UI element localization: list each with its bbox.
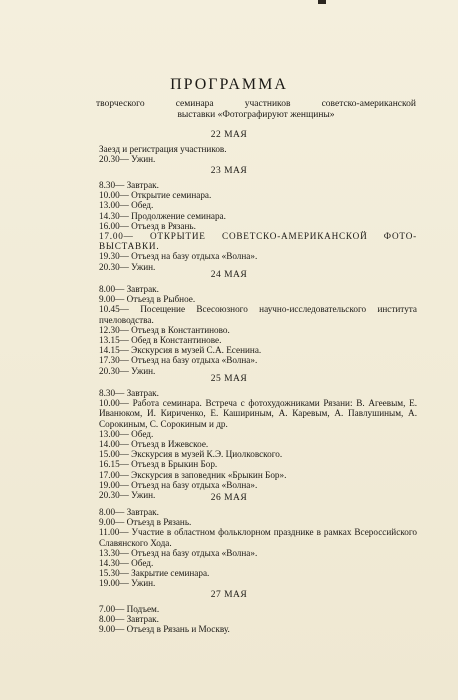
entry-text: Ужин. <box>131 154 156 165</box>
entry-time: 19.30— <box>99 251 129 262</box>
day-block <box>0 130 458 164</box>
entry-text: Отъезд на базу отдыха «Волна». <box>131 547 258 558</box>
entry-time: 13.00— <box>99 200 129 211</box>
entry-time: 19.00— <box>99 578 129 589</box>
day-title: 23 МАЯ <box>210 166 248 176</box>
subtitle-word: творческого <box>96 99 145 109</box>
entry-text: Участие в областном фольклорном празднике в рамках Всероссийского Славянского Хода. <box>99 527 418 548</box>
schedule-entry <box>99 345 417 355</box>
entry-text: Ужин. <box>131 490 156 501</box>
schedule-entry <box>99 335 417 345</box>
schedule-entry <box>99 325 417 335</box>
day-title: 27 МАЯ <box>210 590 248 600</box>
schedule-entry <box>99 614 417 624</box>
entry-text: Обед. <box>131 428 154 439</box>
schedule-entry <box>99 231 417 251</box>
schedule-entry <box>99 624 417 634</box>
document-title: ПРОГРАММА <box>170 76 288 93</box>
document-subtitle <box>96 99 416 121</box>
subtitle-word: семинара <box>175 99 214 109</box>
entry-time: 17.00— <box>99 469 129 480</box>
entry-time: 8.00— <box>99 284 125 294</box>
schedule-entry <box>99 439 417 449</box>
subtitle-word: советско-американской <box>321 99 416 109</box>
entry-text: Отъезд на базу отдыха «Волна». <box>131 251 258 262</box>
entry-time: 16.15— <box>99 459 129 470</box>
entry-time: 12.30— <box>99 324 129 335</box>
entry-time: 8.30— <box>99 180 125 190</box>
schedule-entry <box>99 388 417 398</box>
entry-text: Заезд и регистрация участников. <box>99 144 227 154</box>
schedule-entry <box>99 294 417 304</box>
entry-time: 15.00— <box>99 449 129 460</box>
entry-time: 10.00— <box>99 190 129 201</box>
entry-time: 11.00— <box>99 527 129 538</box>
entry-time: 15.30— <box>99 568 129 579</box>
print-mark <box>318 0 326 4</box>
entry-text: Завтрак. <box>126 180 159 190</box>
day-block <box>0 493 458 589</box>
schedule-entry <box>99 180 417 190</box>
entry-time: 20.30— <box>99 490 129 501</box>
entry-time: 10.00— <box>99 398 129 409</box>
schedule-entry <box>99 144 417 154</box>
schedule-entry <box>99 211 417 221</box>
schedule-entry <box>99 355 417 365</box>
entry-time: 10.45— <box>99 304 129 315</box>
schedule-entry <box>99 517 417 527</box>
entry-text: Отъезд в Рязань и Москву. <box>126 624 230 635</box>
schedule-entry <box>99 578 417 588</box>
entry-time: 7.00— <box>99 604 125 614</box>
entry-time: 20.30— <box>99 261 129 272</box>
entry-time: 9.00— <box>99 624 125 635</box>
entry-time: 9.00— <box>99 294 125 305</box>
entry-time: 17.30— <box>99 355 129 366</box>
entry-text: Посещение Всесоюзного научно-исследовательского института пчеловодства. <box>99 304 418 325</box>
schedule-entry <box>99 507 417 517</box>
entry-time: 14.15— <box>99 345 129 356</box>
subtitle-word: участников <box>244 99 291 109</box>
schedule-entry <box>99 154 417 164</box>
schedule-entry <box>99 429 417 439</box>
schedule-entry <box>99 568 417 578</box>
entry-text: Обед. <box>131 200 154 211</box>
entry-time: 13.15— <box>99 335 129 346</box>
entry-text: Обед в Константинове. <box>131 335 222 346</box>
entry-time: 8.30— <box>99 388 125 398</box>
entry-time: 8.00— <box>99 507 125 517</box>
schedule-entry <box>99 251 417 261</box>
entry-time: 13.00— <box>99 428 129 439</box>
entry-text: Завтрак. <box>126 614 159 625</box>
schedule-entry <box>99 284 417 294</box>
entry-text: Обед. <box>131 558 154 569</box>
day-block <box>0 590 458 635</box>
subtitle-line-1 <box>96 99 416 110</box>
entry-text: Завтрак. <box>126 507 159 517</box>
schedule-entry <box>99 548 417 558</box>
entry-text: Завтрак. <box>126 284 159 294</box>
day-title: 25 МАЯ <box>210 374 248 384</box>
entry-text: ОТКРЫТИЕ СОВЕТСКО-АМЕРИКАНСКОЙ ФОТО-ВЫСТАВКИ. <box>99 231 417 252</box>
entry-text: Отъезд в Брыкин Бор. <box>131 459 218 470</box>
schedule-entry <box>99 200 417 210</box>
entry-text: Отъезд в Константиново. <box>131 324 230 335</box>
entry-time: 14.30— <box>99 210 129 221</box>
schedule-entry <box>99 304 417 324</box>
entry-text: Экскурсия в музей К.Э. Циолковского. <box>131 449 283 460</box>
entry-text: Экскурсия в заповедник «Брыкин Бор». <box>131 469 287 480</box>
entry-text: Отъезд в Рязань. <box>126 517 192 528</box>
entry-text: Отъезд на базу отдыха «Волна». <box>131 355 258 366</box>
day-title: 22 МАЯ <box>210 130 248 140</box>
schedule-entry <box>99 558 417 568</box>
schedule-entry <box>99 459 417 469</box>
subtitle-line-2: выставки «Фотографируют женщины» <box>177 110 335 120</box>
entry-time: 19.00— <box>99 479 129 490</box>
schedule-entry <box>99 470 417 480</box>
day-title: 24 МАЯ <box>210 270 248 280</box>
entry-text: Отъезд в Ижевское. <box>131 439 209 450</box>
schedule-entry <box>99 221 417 231</box>
entry-text: Ужин. <box>131 365 156 376</box>
entry-text: Закрытие семинара. <box>131 568 210 579</box>
entry-time: 16.00— <box>99 220 129 231</box>
schedule-entry <box>99 604 417 614</box>
entry-text: Отъезд на базу отдыха «Волна». <box>131 479 258 490</box>
entry-text: Экскурсия в музей С.А. Есенина. <box>131 345 262 356</box>
schedule-entry <box>99 398 417 429</box>
schedule-entry <box>99 190 417 200</box>
schedule-entry <box>99 527 417 547</box>
entry-time: 14.30— <box>99 558 129 569</box>
entry-time: 20.30— <box>99 365 129 376</box>
day-title: 26 МАЯ <box>210 493 248 503</box>
entry-time: 20.30— <box>99 154 129 165</box>
entry-text: Завтрак. <box>126 388 159 398</box>
day-block <box>0 374 458 500</box>
schedule-entry <box>99 480 417 490</box>
day-block <box>0 166 458 272</box>
entry-text: Ужин. <box>131 261 156 272</box>
entry-text: Отъезд в Рязань. <box>131 220 196 231</box>
schedule-entry <box>99 449 417 459</box>
entry-text: Отъезд в Рыбное. <box>126 294 196 305</box>
entry-time: 8.00— <box>99 614 125 625</box>
entry-text: Ужин. <box>131 578 156 589</box>
entry-text: Открытие семинара. <box>131 190 212 201</box>
entry-text: Подъем. <box>126 604 160 614</box>
entry-time: 14.00— <box>99 439 129 450</box>
entry-text: Работа семинара. Встреча с фотохудожниками Рязани: В. Агеевым, Е. Иванюком, И. Кириченко, Е. Кашириным, А. Каревым, А. Павлушиным, А. Сорокиным, С. Сорокиным и др. <box>99 398 417 429</box>
day-block <box>0 270 458 376</box>
entry-time: 17.00— <box>99 231 134 242</box>
entry-text: Продолжение семинара. <box>131 210 226 221</box>
entry-time: 9.00— <box>99 517 125 528</box>
entry-time: 13.30— <box>99 547 129 558</box>
